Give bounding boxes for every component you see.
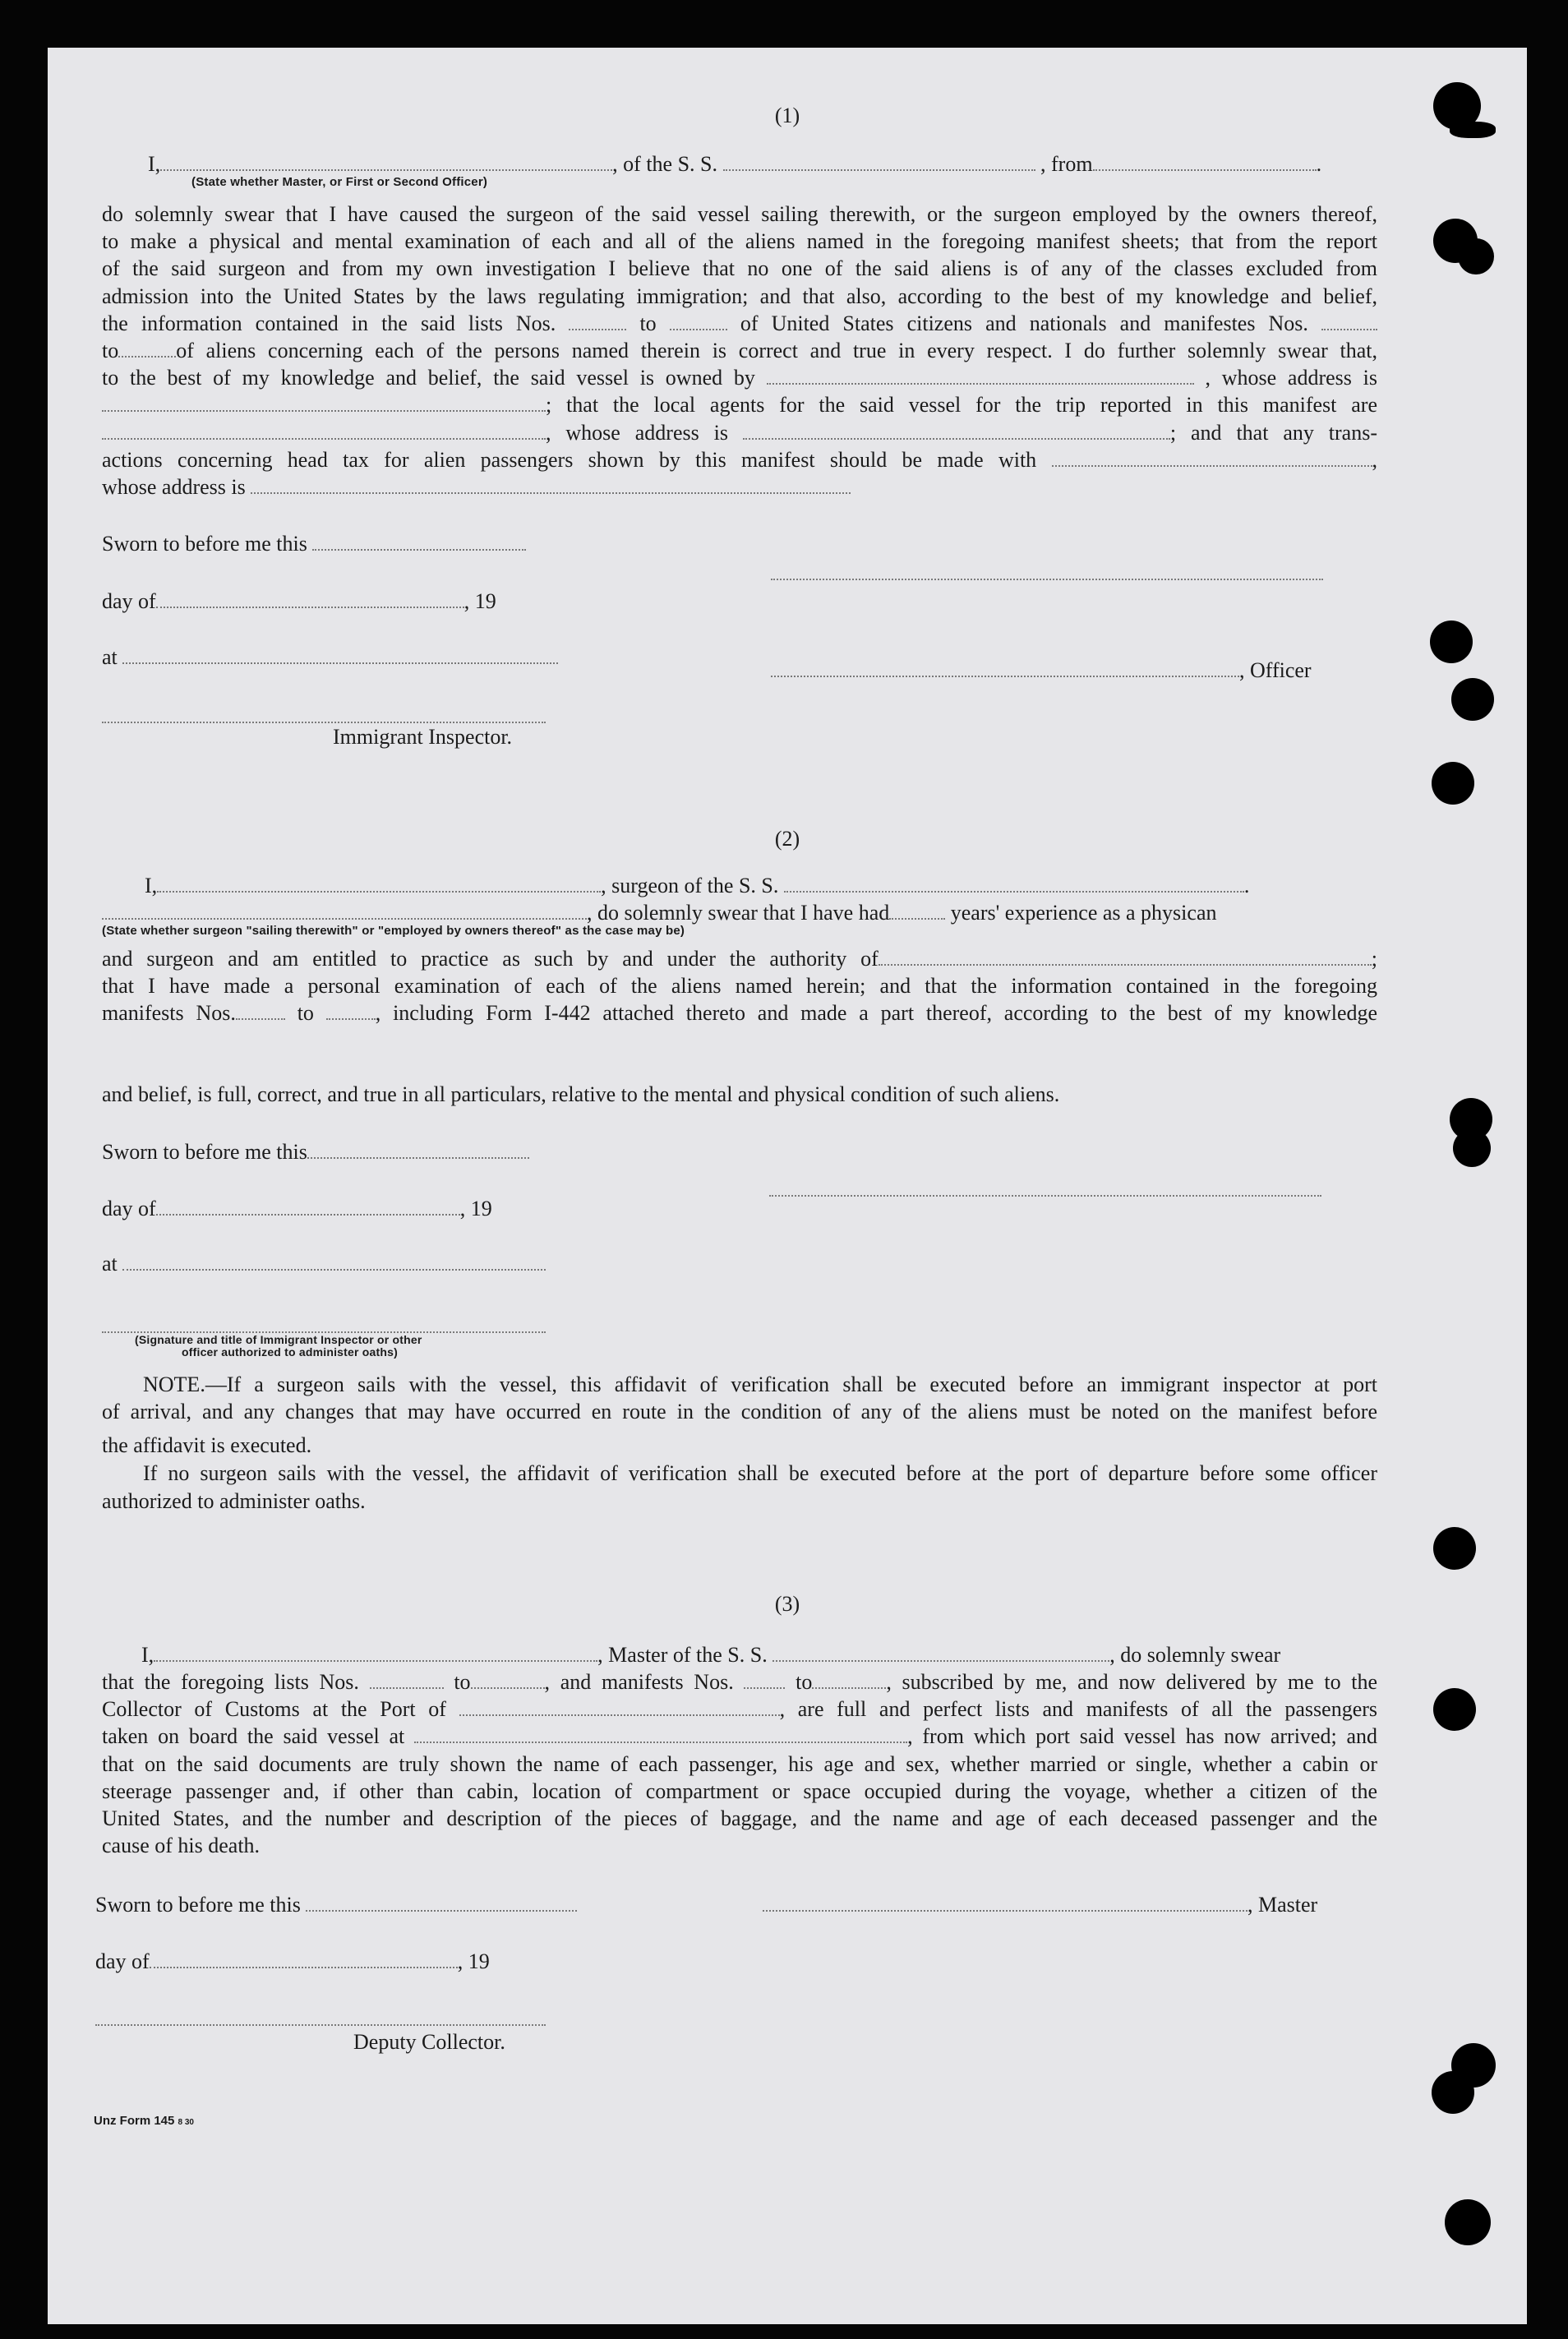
customs-port-field[interactable] — [459, 1696, 780, 1716]
s3-master: , Master — [763, 1891, 1317, 1918]
surgeon-hint: (State whether surgeon "sailing therewith" or "employed by owners thereof" as the case may be) — [102, 924, 685, 938]
s1-sworn-date-field[interactable] — [312, 531, 526, 551]
section-1-number: (1) — [774, 104, 800, 127]
s1-day-of: day of , 19 — [102, 589, 496, 613]
manifests-to-field[interactable] — [118, 338, 176, 358]
punch-hole — [1458, 238, 1494, 274]
s1-inspector-label: Immigrant Inspector. — [333, 725, 513, 749]
s3-lists-to-field[interactable] — [471, 1669, 545, 1689]
s2-line6: and belief, is full, correct, and true in all particulars, relative to the mental and physical condition of such aliens. — [102, 1082, 1060, 1106]
vessel-name-field[interactable] — [723, 151, 1035, 171]
manifests-from-field[interactable] — [1321, 311, 1377, 330]
s3-line1: I, , Master of the S. S. , do solemnly swear — [141, 1643, 1281, 1667]
s3-sworn-date-field[interactable] — [306, 1892, 577, 1912]
s2-sig-hint-2: officer authorized to administer oaths) — [182, 1345, 398, 1359]
s2-note-3: the affidavit is executed. — [102, 1433, 312, 1457]
s2-note: NOTE.—If a surgeon sails with the vessel, this affidavit of verification shall be executed before an immigrant inspector at port of arrival, and any changes that may have occurred en route in the condition of any of the aliens must be noted on the manifest before — [102, 1372, 1377, 1424]
punch-hole — [1451, 678, 1494, 721]
port-of-boarding-field[interactable] — [414, 1723, 907, 1743]
s1-line1: I, , of the S. S. , from . — [148, 152, 1322, 176]
s1-master-signature-line[interactable] — [771, 579, 1323, 580]
lists-from-field[interactable] — [569, 311, 626, 330]
s3-deputy-label: Deputy Collector. — [353, 2030, 505, 2054]
officer-name-field[interactable] — [160, 151, 612, 171]
s1-paragraph: do solemnly swear that I have caused the surgeon of the said vessel sailing therewith, or the surgeon employed by the owners thereof, to make a physical and mental examination of each and all of the aliens named in the foregoing manifest sheets; that from the report of the said surgeon and from my own investigation I believe that no one of the said aliens is of any of the classes excluded from admission into the United States by the laws regulating immigration; and that also, according to the best of my knowledge and belief, the information contained in the said lists Nos. to of United States citizens and nationals and manifestes Nos. to of aliens concerning each of the persons named therein is correct and true in every respect. I do further solemnly swear that, to the best of my knowledge and belief, the said vessel is owned by , whose address is ; that the local agents for the said vessel for the trip reported in this manifest are , whose address is ; and that any trans- actions concerning head tax for alien passengers shown by this manifest should be made with , — [102, 202, 1378, 472]
s3-manifests-to-field[interactable] — [812, 1669, 886, 1689]
punch-hole — [1433, 1527, 1476, 1570]
section-2-number: (2) — [774, 827, 800, 851]
s1-officer-signature-field[interactable] — [771, 657, 1239, 677]
s2-day-of: day of , 19 — [102, 1197, 492, 1220]
s1-place-field[interactable] — [122, 644, 558, 664]
s1-month-field[interactable] — [156, 588, 464, 608]
punch-hole — [1432, 762, 1474, 805]
s3-master-signature-field[interactable] — [763, 1892, 1247, 1912]
s3-lists-from-field[interactable] — [370, 1669, 444, 1689]
s2-line2: , do solemnly swear that I have had years' experience as a physican — [102, 899, 1216, 926]
s2-paragraph: and surgeon and am entitled to practice as such by and under the authority of ; that I have made a personal examination of each of the aliens named herein; and that the information contained in the foregoing manifests Nos. to , including Form I-442 attached thereto and made a part thereof, according to the best of my knowledge — [102, 947, 1378, 1026]
owner-address-field[interactable] — [102, 392, 546, 412]
s2-vessel-field[interactable] — [784, 873, 1244, 893]
s3-manifests-from-field[interactable] — [744, 1669, 785, 1689]
officer-hint: (State whether Master, or First or Second Officer) — [191, 175, 488, 189]
s2-sworn-date-field[interactable] — [307, 1139, 529, 1159]
master-name-field[interactable] — [154, 1642, 597, 1662]
s3-day-of: day of , 19 — [95, 1949, 490, 1973]
surgeon-status-field[interactable] — [102, 900, 587, 920]
authority-field[interactable] — [879, 946, 1372, 966]
s2-manifests-to-field[interactable] — [326, 1000, 376, 1020]
s2-note-5: authorized to administer oaths. — [102, 1489, 366, 1513]
punch-hole — [1453, 1129, 1491, 1167]
punch-hole — [1432, 2071, 1474, 2114]
agents-address-field[interactable] — [743, 420, 1170, 440]
s2-manifests-from-field[interactable] — [236, 1000, 285, 1020]
s2-line1: I, , surgeon of the S. S. . — [145, 874, 1250, 897]
s1-at: at — [102, 644, 558, 671]
form-number: Unz Form 145 8 30 — [94, 2114, 194, 2128]
s3-vessel-field[interactable] — [772, 1642, 1109, 1662]
s2-month-field[interactable] — [156, 1196, 460, 1216]
s3-sworn: Sworn to before me this — [95, 1891, 577, 1918]
s3-collector-signature-line[interactable] — [95, 2024, 546, 2026]
punch-hole — [1430, 621, 1473, 663]
s2-place-field[interactable] — [122, 1251, 546, 1271]
head-tax-address-field[interactable] — [251, 474, 851, 494]
s1-sworn: Sworn to before me this — [102, 530, 526, 557]
departure-port-field[interactable] — [1093, 151, 1317, 171]
surgeon-name-field[interactable] — [157, 873, 601, 893]
s2-at: at — [102, 1250, 546, 1277]
s3-month-field[interactable] — [150, 1949, 458, 1968]
owner-field[interactable] — [767, 365, 1194, 385]
s1-line12: whose address is — [102, 473, 851, 501]
lists-to-field[interactable] — [670, 311, 727, 330]
s2-sig-hint-1: (Signature and title of Immigrant Inspector or other — [135, 1333, 422, 1346]
s3-paragraph: that the foregoing lists Nos. to , and manifests Nos. to , subscribed by me, and now delivered by me to the Collector of Customs at the Port of , are full and perfect lists and manifests of all the passengers taken on board the said vessel at , from which port said vessel has now arrived; and that on the said documents are truly shown the name of each passenger, his age and sex, whether married or single, whether a cabin or steerage passenger and, if other than cabin, location of compartment or space occupied during the voyage, whether a citizen of the United States, and the number and description of the pieces of baggage, and the name and age of each deceased passenger and the — [102, 1670, 1378, 1831]
s3-line8: cause of his death. — [102, 1834, 261, 1857]
agents-field[interactable] — [102, 420, 546, 440]
years-field[interactable] — [889, 900, 945, 920]
s2-surgeon-signature-line[interactable] — [769, 1195, 1321, 1197]
s1-officer: , Officer — [771, 657, 1312, 684]
punch-hole — [1450, 122, 1496, 138]
punch-hole — [1445, 2199, 1491, 2245]
section-3-number: (3) — [774, 1592, 800, 1616]
form-page — [48, 48, 1527, 2324]
head-tax-field[interactable] — [1052, 447, 1372, 467]
punch-hole — [1433, 1688, 1476, 1731]
s2-note-b: If no surgeon sails with the vessel, the affidavit of verification shall be executed before at the port of departure before some officer — [143, 1461, 1377, 1485]
s2-sworn: Sworn to before me this — [102, 1138, 529, 1165]
